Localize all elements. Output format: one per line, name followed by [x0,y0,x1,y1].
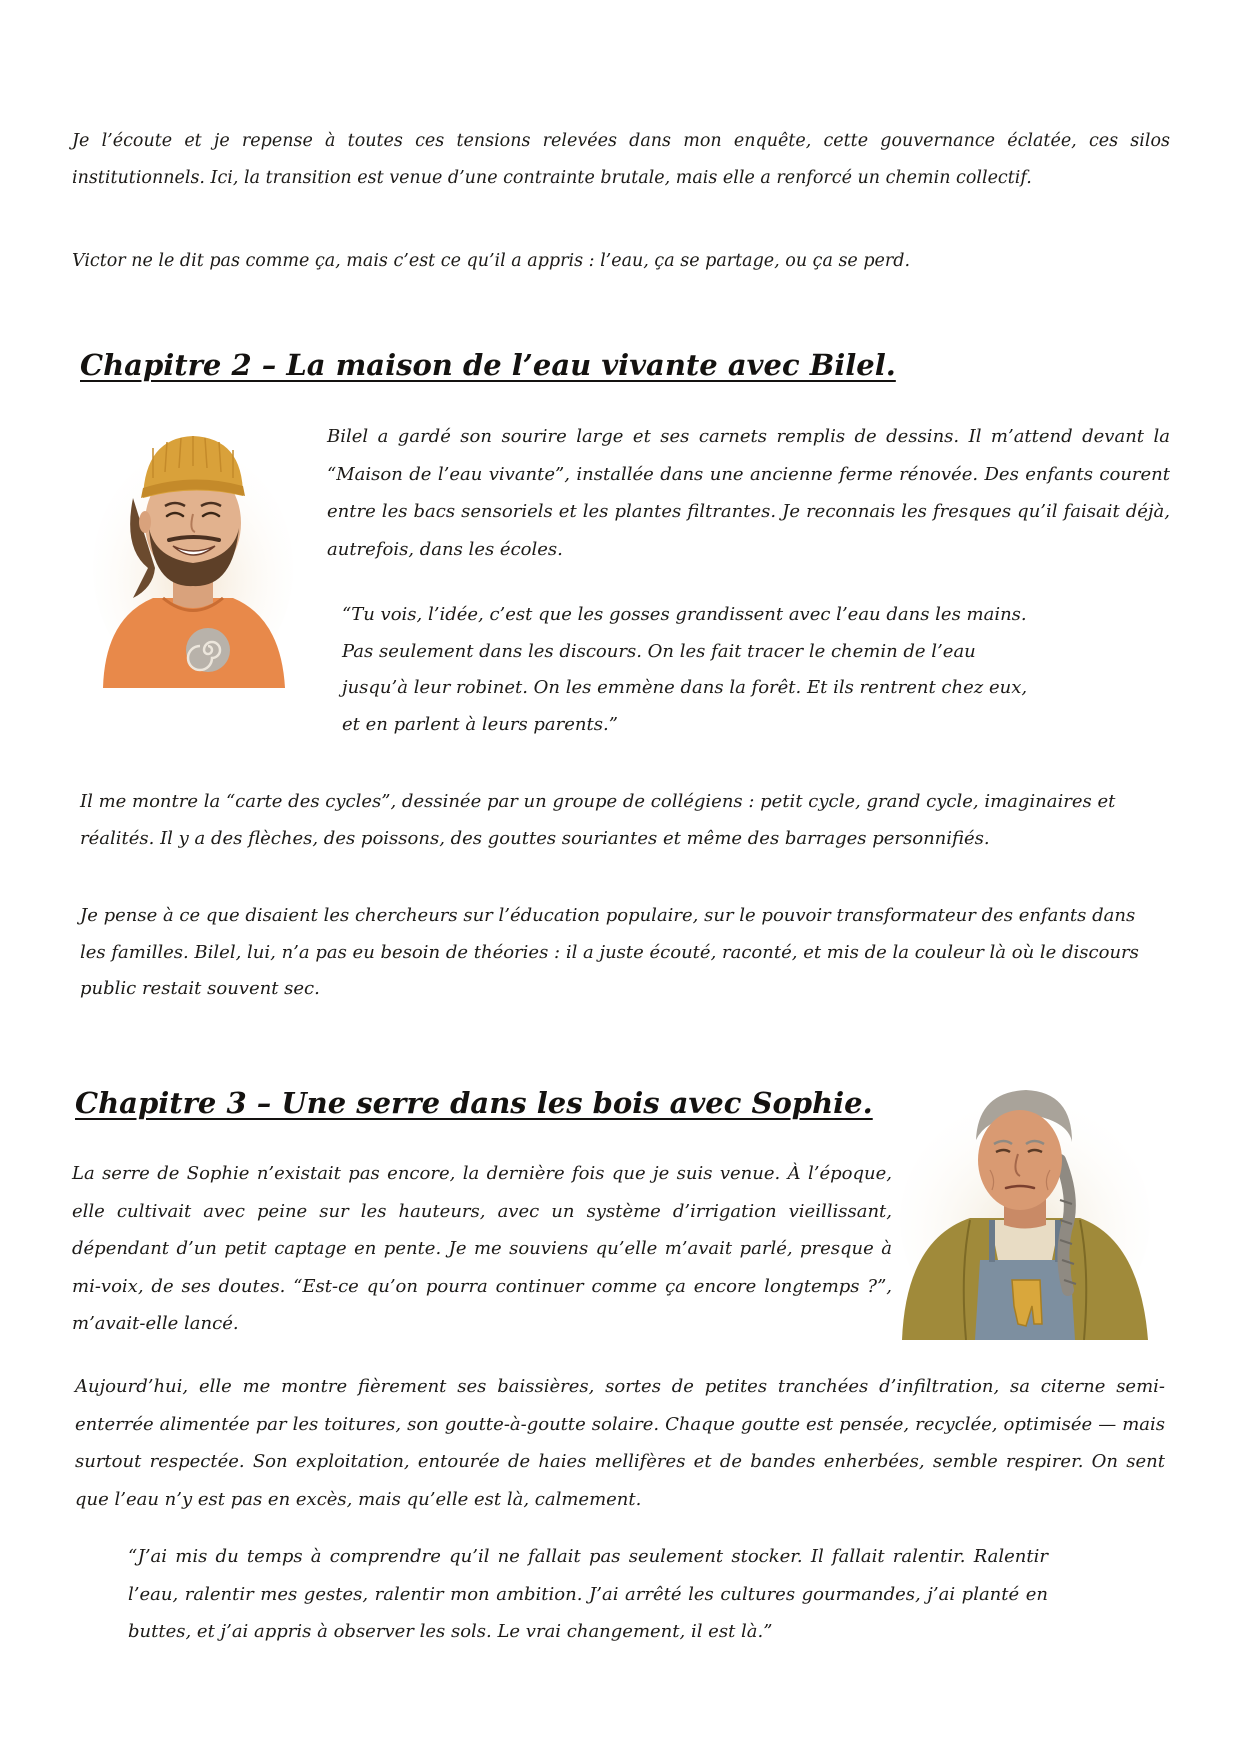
quote-line: “Tu vois, l’idée, c’est que les gosses grandissent avec l’eau dans les mains. [342,604,1027,625]
chapter-2-paragraph-3: Je pense à ce que disaient les chercheurs sur l’éducation populaire, sur le pouvoir transformateur des enfants dans les familles. Bilel, lui, n’a pas eu besoin de théories : il a juste écouté, raconté, et mis de la couleur là où le discours public restait souvent sec. [80,905,1139,999]
quote-line: et en parlent à leurs parents.” [342,713,618,735]
chapter-3-paragraph-1: La serre de Sophie n’existait pas encore, la dernière fois que je suis venue. À l’époque, elle cultivait avec peine sur les hauteurs, avec un système d’irrigation vieillissant, dépendant d’un petit captage en pente. Je me souviens qu’elle m’avait parlé, presque à mi-voix, de ses doutes. “Est-ce qu’on pourra continuer comme ça encore longtemps ?”, m’avait-elle lancé. [72,1163,892,1334]
chapter-2-title: Chapitre 2 – La maison de l’eau vivante avec Bilel. [80,348,896,382]
bilel-quote [342,597,1162,743]
bilel-portrait [93,418,293,688]
sophie-quote: “J’ai mis du temps à comprendre qu’il ne fallait pas seulement stocker. Il fallait ralentir. Ralentir l’eau, ralentir mes gestes, ralentir mon ambition. J’ai arrêté les cultures gourmandes, j’ai planté en buttes, et j’ai appris à observer les sols. Le vrai changement, il est là.” [128,1546,1048,1642]
chapter-2-paragraph-1: Bilel a gardé son sourire large et ses carnets remplis de dessins. Il m’attend devant la “Maison de l’eau vivante”, installée dans une ancienne ferme rénovée. Des enfants courent entre les bacs sensoriels et les plantes filtrantes. Je reconnais les fresques qu’il faisait déjà, autrefois, dans les écoles. [327,426,1170,560]
quote-line: Pas seulement dans les discours. On les fait tracer le chemin de l’eau [342,640,976,662]
bilel-portrait-illustration [93,418,293,688]
sophie-portrait-illustration [900,1080,1150,1340]
intro-paragraph-1: Je l’écoute et je repense à toutes ces tensions relevées dans mon enquête, cette gouvernance éclatée, ces silos institutionnels. Ici, la transition est venue d’une contrainte brutale, mais elle a renforcé un chemin collectif. [72,131,1170,188]
chapter-2-paragraph-2: Il me montre la “carte des cycles”, dessinée par un groupe de collégiens : petit cycle, grand cycle, imaginaires et réalités. Il y a des flèches, des poissons, des gouttes souriantes et même des barrages personnifiés. [80,791,1116,849]
sophie-portrait [900,1080,1150,1340]
quote-line: jusqu’à leur robinet. On les emmène dans la forêt. Et ils rentrent chez eux, [342,677,1028,698]
chapter-3-title: Chapitre 3 – Une serre dans les bois avec Sophie. [75,1086,873,1120]
chapter-3-paragraph-2: Aujourd’hui, elle me montre fièrement ses baissières, sortes de petites tranchées d’infiltration, sa citerne semi-enterrée alimentée par les toitures, son goutte-à-goutte solaire. Chaque goutte est pensée, recyclée, optimisée — mais surtout respectée. Son exploitation, entourée de haies mellifères et de bandes enherbées, semble respirer. On sent que l’eau n’y est pas en excès, mais qu’elle est là, calmement. [75,1376,1165,1510]
intro-paragraph-2: Victor ne le dit pas comme ça, mais c’est ce qu’il a appris : l’eau, ça se partage, ou ça se perd. [72,251,911,271]
